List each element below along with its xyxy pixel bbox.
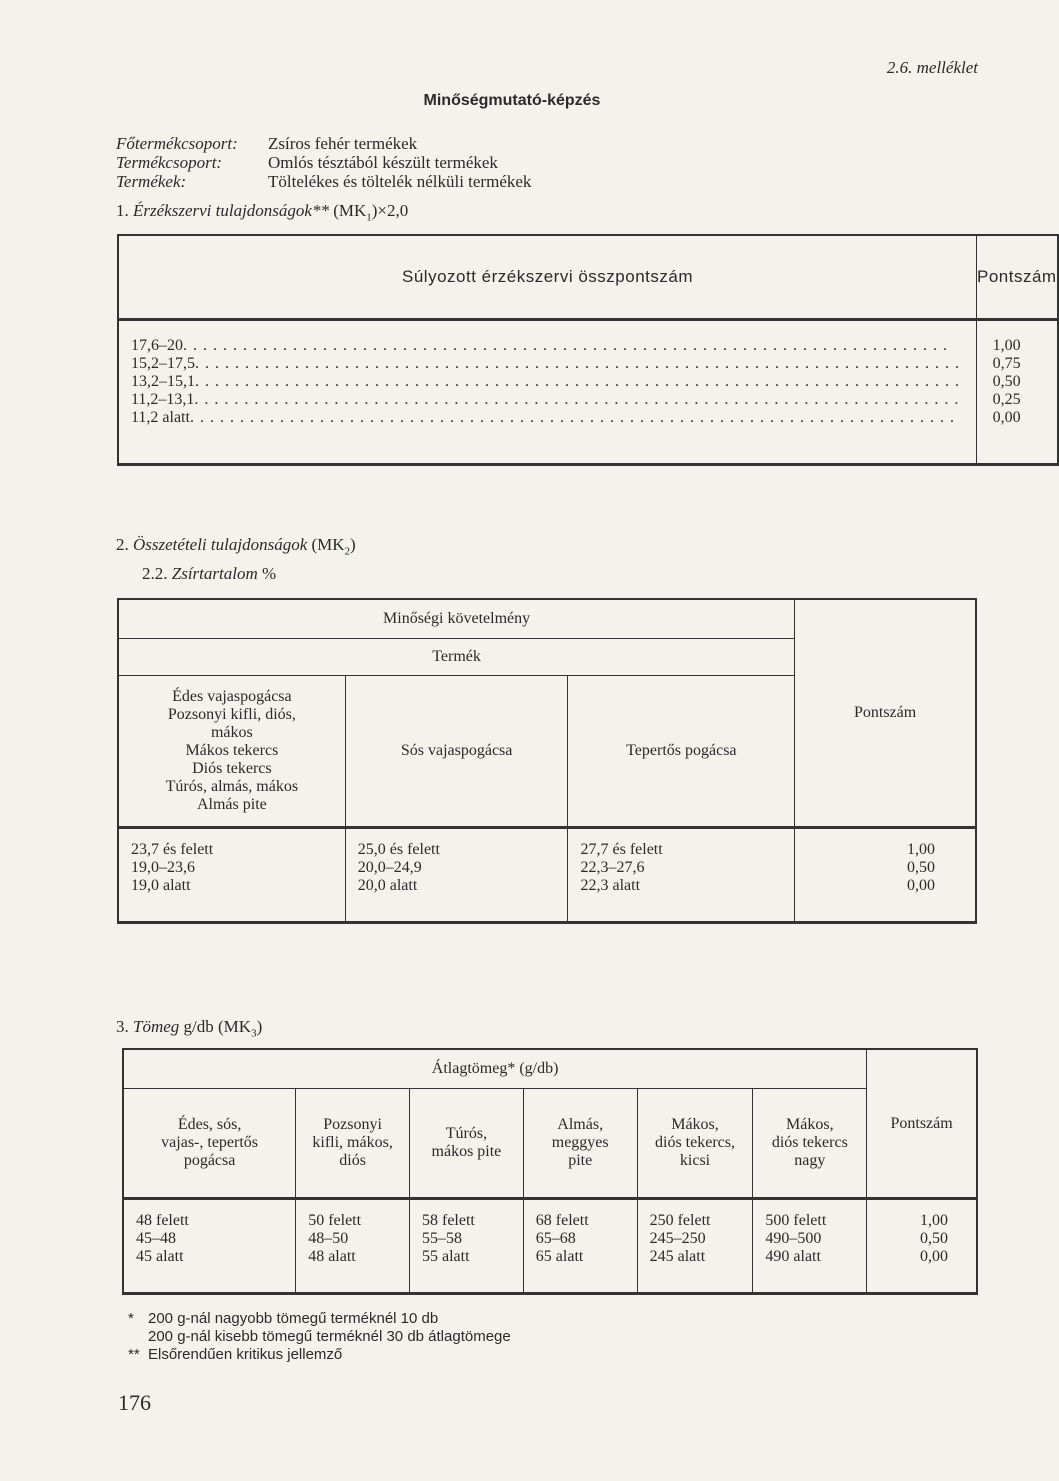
unit: g/db <box>183 1017 214 1036</box>
cell-text: Túrós, <box>445 1125 488 1142</box>
cell-text: 490 alatt <box>765 1248 821 1265</box>
cell-text: Almás, <box>557 1116 604 1133</box>
section-number: 2.2. <box>142 564 168 583</box>
meta-row <box>116 153 531 172</box>
cell-text: 45 alatt <box>136 1248 184 1265</box>
point-value: 0,00 <box>992 409 1021 426</box>
section-3-heading <box>116 1017 262 1039</box>
cell-text: pogácsa <box>183 1152 236 1169</box>
product-name: Pozsonyi kifli, diós, <box>167 706 296 723</box>
formula-subscript: 3 <box>251 1027 257 1040</box>
section-title: Tömeg <box>133 1017 180 1036</box>
table3-product-col <box>410 1089 524 1199</box>
value: 27,7 és felett <box>580 841 663 858</box>
cell-text: 48 felett <box>136 1212 189 1229</box>
meta-value: Omlós tésztából készült termékek <box>268 153 498 172</box>
footnote <box>128 1310 511 1328</box>
value: 19,0 alatt <box>131 877 191 894</box>
formula: (MK <box>311 535 345 554</box>
cell-text: 50 felett <box>308 1212 362 1229</box>
section-number: 3. <box>116 1017 129 1036</box>
value: 22,3–27,6 <box>580 859 645 876</box>
cell-text: 68 felett <box>535 1212 589 1229</box>
table2-product-col1 <box>118 676 345 828</box>
cell-text: pite <box>568 1152 593 1169</box>
section-number: 2. <box>116 535 129 554</box>
table3-values-col <box>296 1199 410 1294</box>
table3-values-col <box>637 1199 753 1294</box>
range-value: 13,2–15,1 <box>131 373 195 390</box>
section-1-heading <box>116 201 408 223</box>
footnote <box>128 1328 511 1346</box>
cell-text: mákos pite <box>431 1143 502 1160</box>
range-row <box>131 373 960 391</box>
section-2-heading <box>116 535 356 557</box>
range-value: 17,6–20 <box>131 337 183 354</box>
value: 22,3 alatt <box>580 877 641 894</box>
table3-group-header: Átlagtömeg* (g/db) <box>123 1049 867 1089</box>
section-title: Érzékszervi tulajdonságok** <box>133 201 329 220</box>
cell-text <box>128 1328 148 1346</box>
table2-values-col3 <box>568 828 795 923</box>
cell-text: 500 felett <box>765 1212 827 1229</box>
cell-text: Elsőrendűen kritikus jellemző <box>148 1346 343 1363</box>
section-2-2-heading <box>142 564 276 584</box>
table3-values-col <box>753 1199 867 1294</box>
cell-text: 1,00 <box>920 1212 948 1229</box>
point-value: 0,25 <box>992 391 1021 408</box>
cell-text: 245–250 <box>649 1230 706 1247</box>
table3-product-col <box>296 1089 410 1199</box>
section-title: Összetételi tulajdonságok <box>133 535 308 554</box>
product-meta <box>116 134 531 191</box>
cell-text: 200 g-nál nagyobb tömegű terméknél 10 db <box>148 1310 439 1327</box>
point-value: 0,00 <box>907 877 935 894</box>
cell-text: diós tekercs, <box>655 1134 735 1151</box>
point-value: 0,50 <box>907 859 935 876</box>
product-name: mákos <box>210 724 253 741</box>
table1-points <box>977 320 1058 465</box>
product-name: Diós tekercs <box>192 760 272 777</box>
section-number: 1. <box>116 201 129 220</box>
range-row <box>131 337 960 355</box>
cell-text: 490–500 <box>765 1230 822 1247</box>
cell-text: ** <box>128 1346 140 1363</box>
point-value: 0,75 <box>992 355 1021 372</box>
appendix-label: 2.6. melléklet <box>886 58 978 77</box>
cell-text: 65–68 <box>535 1230 576 1247</box>
table3-values-col <box>410 1199 524 1294</box>
table3-product-col <box>637 1089 753 1199</box>
cell-text: vajas-, tepertős <box>161 1134 259 1151</box>
point-value: 1,00 <box>907 841 935 858</box>
meta-row <box>116 134 531 153</box>
value: 20,0–24,9 <box>357 859 422 876</box>
table2-product-col3: Tepertős pogácsa <box>568 676 795 828</box>
page-title: Minőségmutató-képzés <box>423 92 601 109</box>
cell-text: Édes, sós, <box>177 1116 242 1133</box>
cell-text: Pozsonyi <box>323 1116 382 1133</box>
product-name: Mákos tekercs <box>185 742 279 759</box>
range-value: 11,2 alatt <box>131 409 190 426</box>
cell-text: 55 alatt <box>422 1248 470 1265</box>
range-row <box>131 391 960 409</box>
unit: % <box>261 564 277 583</box>
point-value: 0,50 <box>992 373 1021 390</box>
table2-values-col2 <box>345 828 568 923</box>
table2-product-header: Termék <box>118 639 795 676</box>
cell-text: nagy <box>794 1152 826 1169</box>
table3-product-col <box>123 1089 296 1199</box>
sensory-score-table <box>117 234 1059 466</box>
cell-text: 250 felett <box>649 1212 711 1229</box>
value: 19,0–23,6 <box>131 859 195 876</box>
page-number: 176 <box>118 1390 151 1415</box>
meta-row <box>116 172 531 191</box>
formula: ) <box>256 1017 263 1036</box>
formula: )×2,0 <box>371 201 409 220</box>
formula: (MK <box>218 1017 252 1036</box>
formula: (MK <box>333 201 367 220</box>
cell-text: 0,00 <box>920 1248 948 1265</box>
product-name: Édes vajaspogácsa <box>172 688 292 705</box>
point-value: 1,00 <box>992 337 1021 354</box>
table2-group-header: Minőségi követelmény <box>118 599 795 639</box>
formula-subscript: 1 <box>366 211 372 224</box>
table3-values-col <box>523 1199 637 1294</box>
value: 23,7 és felett <box>131 841 214 858</box>
range-row <box>131 409 960 427</box>
table3-points-header: Pontszám <box>867 1049 977 1199</box>
table3-points <box>867 1199 977 1294</box>
cell-text: kicsi <box>679 1152 711 1169</box>
table3-product-col <box>753 1089 867 1199</box>
cell-text: 200 g-nál kisebb tömegű terméknél 30 db átlagtömege <box>148 1328 511 1345</box>
formula-subscript: 2 <box>344 545 351 558</box>
cell-text: 65 alatt <box>535 1248 584 1265</box>
cell-text: meggyes <box>551 1134 609 1151</box>
cell-text: Mákos, <box>671 1116 719 1133</box>
table1-header-score: Súlyozott érzékszervi összpontszám <box>118 235 977 320</box>
cell-text: 0,50 <box>920 1230 948 1247</box>
cell-text: diós tekercs <box>771 1134 848 1151</box>
fat-content-table <box>117 598 977 924</box>
cell-text: 245 alatt <box>649 1248 706 1265</box>
range-value: 15,2–17,5 <box>131 355 195 372</box>
table3-product-col <box>523 1089 637 1199</box>
table2-points-header: Pontszám <box>795 599 976 828</box>
cell-text: 48 alatt <box>308 1248 356 1265</box>
table2-points <box>795 828 976 923</box>
weight-table <box>122 1048 978 1295</box>
cell-text: 48–50 <box>308 1230 349 1247</box>
meta-value: Töltelékes és töltelék nélküli termékek <box>268 172 532 191</box>
cell-text: 58 felett <box>422 1212 475 1229</box>
range-value: 11,2–13,1 <box>131 391 195 408</box>
meta-key: Termékcsoport: <box>116 153 223 172</box>
table1-ranges <box>118 320 977 465</box>
table2-product-col2: Sós vajaspogácsa <box>345 676 568 828</box>
cell-text: kifli, mákos, <box>312 1134 393 1151</box>
footnotes <box>128 1310 511 1364</box>
cell-text: * <box>128 1310 134 1327</box>
table1-header-points: Pontszám <box>977 235 1058 320</box>
cell-text: diós <box>339 1152 366 1169</box>
meta-key: Főtermékcsoport: <box>116 134 238 153</box>
meta-value: Zsíros fehér termékek <box>268 134 418 153</box>
value: 25,0 és felett <box>357 841 440 858</box>
product-name: Almás pite <box>196 796 267 813</box>
cell-text: Mákos, <box>786 1116 834 1133</box>
range-row <box>131 355 960 373</box>
footnote <box>128 1346 511 1364</box>
section-title: Zsírtartalom <box>171 564 258 583</box>
meta-key: Termékek: <box>116 172 187 191</box>
table3-values-col <box>123 1199 296 1294</box>
formula: ) <box>350 535 356 554</box>
table2-values-col1 <box>118 828 345 923</box>
value: 20,0 alatt <box>357 877 418 894</box>
cell-text: 45–48 <box>136 1230 176 1247</box>
cell-text: 55–58 <box>422 1230 462 1247</box>
product-name: Túrós, almás, mákos <box>165 778 299 795</box>
